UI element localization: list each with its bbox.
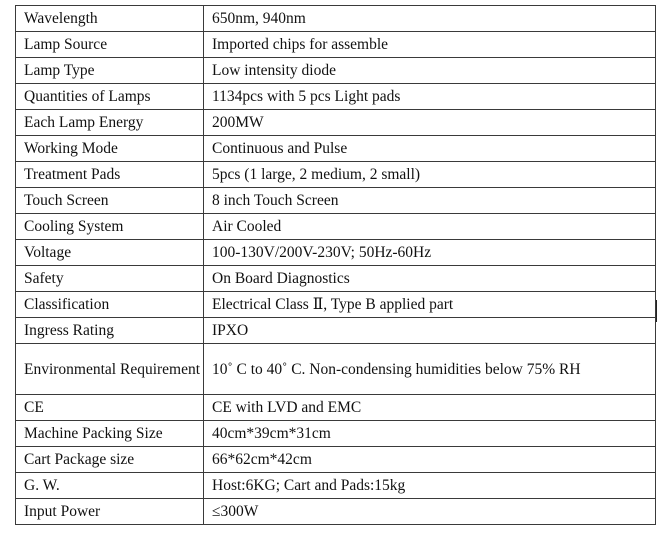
table-row (16, 395, 656, 421)
spec-label: CE (16, 395, 204, 421)
spec-value: Imported chips for assemble (204, 32, 656, 58)
spec-label: Cooling System (16, 214, 204, 240)
text-cursor (656, 300, 657, 322)
spec-label: Each Lamp Energy (16, 110, 204, 136)
spec-label: G. W. (16, 473, 204, 499)
table-row (16, 344, 656, 395)
table-row (16, 214, 656, 240)
spec-value: 200MW (204, 110, 656, 136)
spec-label: Input Power (16, 499, 204, 525)
table-row (16, 58, 656, 84)
table-row (16, 240, 656, 266)
spec-value: 10˚ C to 40˚ C. Non-condensing humidities below 75% RH (204, 344, 656, 395)
table-row (16, 266, 656, 292)
specification-table (15, 5, 656, 525)
spec-label: Environmental Requirement (16, 344, 204, 395)
spec-value: IPXO (204, 318, 656, 344)
spec-label: Machine Packing Size (16, 421, 204, 447)
spec-label: Safety (16, 266, 204, 292)
table-row (16, 421, 656, 447)
spec-label: Classification (16, 292, 204, 318)
spec-value: Host:6KG; Cart and Pads:15kg (204, 473, 656, 499)
spec-value: 100-130V/200V-230V; 50Hz-60Hz (204, 240, 656, 266)
spec-label: Quantities of Lamps (16, 84, 204, 110)
spec-value: Air Cooled (204, 214, 656, 240)
spec-value: On Board Diagnostics (204, 266, 656, 292)
spec-label: Wavelength (16, 6, 204, 32)
table-row (16, 292, 656, 318)
spec-label: Lamp Source (16, 32, 204, 58)
spec-label: Lamp Type (16, 58, 204, 84)
table-row (16, 447, 656, 473)
spec-value: ≤300W (204, 499, 656, 525)
spec-label: Voltage (16, 240, 204, 266)
table-row (16, 473, 656, 499)
table-row (16, 188, 656, 214)
spec-value: 40cm*39cm*31cm (204, 421, 656, 447)
spec-value: 8 inch Touch Screen (204, 188, 656, 214)
spec-label: Cart Package size (16, 447, 204, 473)
table-row (16, 32, 656, 58)
spec-label: Treatment Pads (16, 162, 204, 188)
spec-value: Low intensity diode (204, 58, 656, 84)
spec-value: Continuous and Pulse (204, 136, 656, 162)
spec-value: Electrical Class Ⅱ, Type B applied part (204, 292, 656, 318)
table-row (16, 6, 656, 32)
spec-label: Ingress Rating (16, 318, 204, 344)
table-row (16, 84, 656, 110)
spec-value: 5pcs (1 large, 2 medium, 2 small) (204, 162, 656, 188)
spec-label: Working Mode (16, 136, 204, 162)
table-row (16, 499, 656, 525)
table-row (16, 136, 656, 162)
spec-label: Touch Screen (16, 188, 204, 214)
spec-value: 1134pcs with 5 pcs Light pads (204, 84, 656, 110)
table-row (16, 110, 656, 136)
spec-value: 66*62cm*42cm (204, 447, 656, 473)
table-row (16, 318, 656, 344)
table-row (16, 162, 656, 188)
spec-value: CE with LVD and EMC (204, 395, 656, 421)
spec-value: 650nm, 940nm (204, 6, 656, 32)
